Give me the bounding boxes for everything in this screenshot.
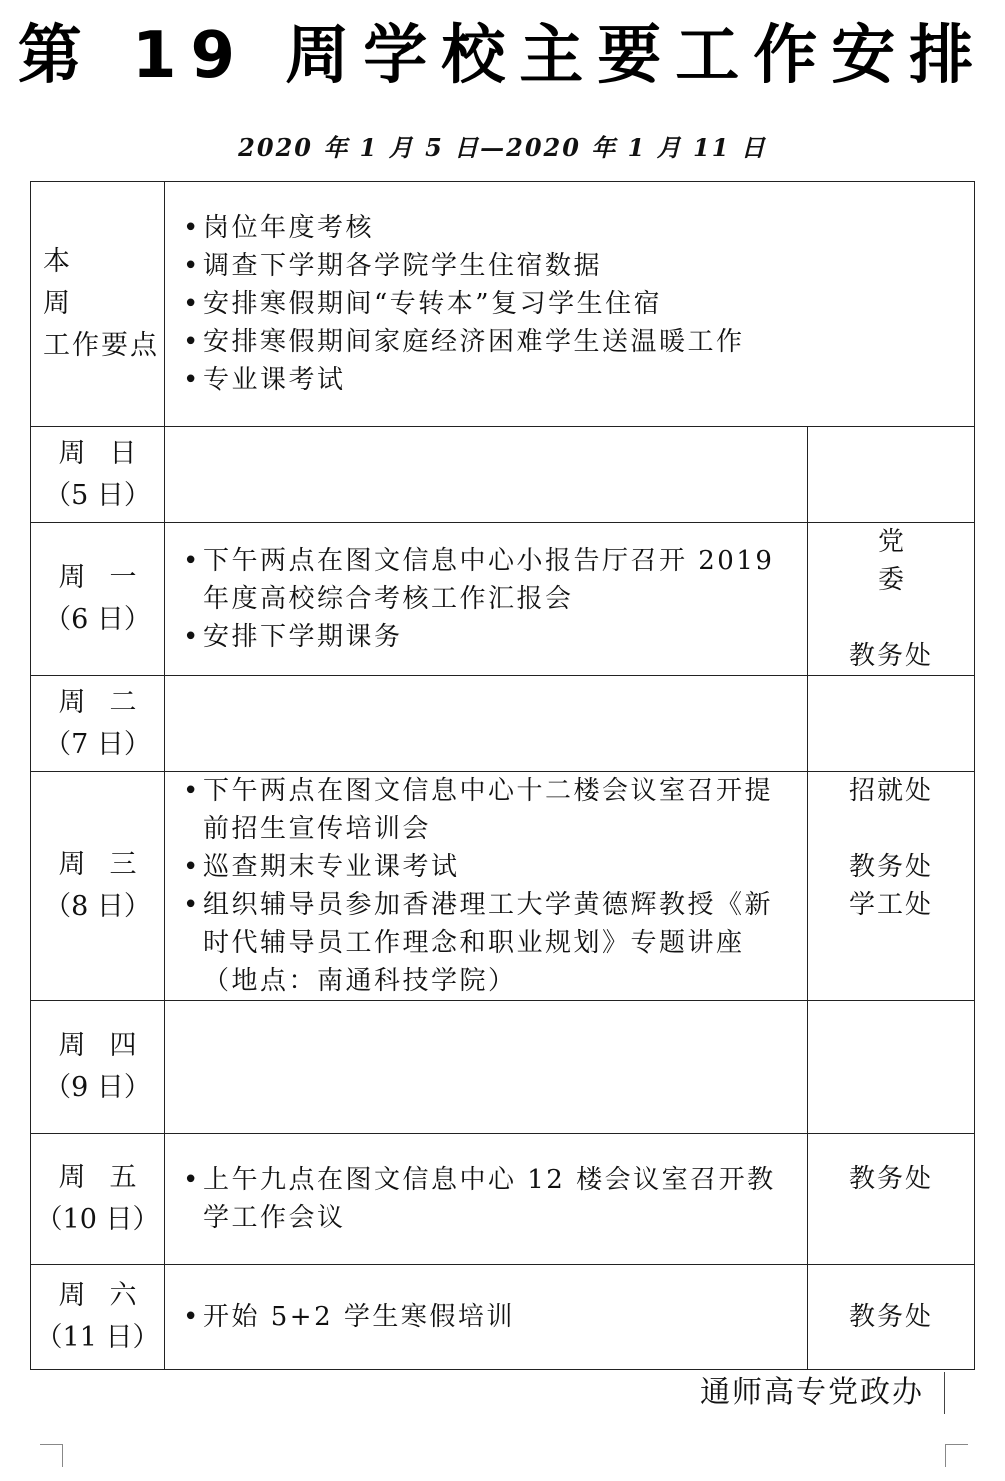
department-label: 党委 <box>878 527 945 595</box>
list-item: • 安排下学期课务 <box>181 618 799 656</box>
day-items <box>165 1298 807 1336</box>
list-item: • 上午九点在图文信息中心 12 楼会议室召开教学工作会议 <box>181 1161 799 1237</box>
day-date: （11 日） <box>35 1322 160 1353</box>
page-corner-mark <box>945 1444 968 1467</box>
department-cell <box>808 1134 975 1265</box>
week-key-points-list <box>165 209 974 399</box>
table-row <box>31 1265 975 1370</box>
day-items <box>165 1161 807 1237</box>
day-items <box>165 542 807 656</box>
department-label: 教务处 <box>849 1302 934 1332</box>
content-cell <box>165 1001 808 1134</box>
day-date: （6 日） <box>44 604 151 635</box>
day-date: （7 日） <box>44 728 151 760</box>
day-name: 周一 <box>58 562 161 593</box>
day-date: （5 日） <box>44 479 151 511</box>
list-item: • 安排寒假期间家庭经济困难学生送温暖工作 <box>181 323 966 361</box>
content-cell <box>165 523 808 676</box>
table-row <box>31 427 975 523</box>
content-cell <box>165 427 808 523</box>
department-cell <box>808 676 975 772</box>
day-cell <box>31 1265 165 1370</box>
day-name: 周日 <box>58 437 161 469</box>
week-key-points-label-line1: 本周 <box>43 246 122 319</box>
list-item: • 下午两点在图文信息中心小报告厅召开 2019 年度高校综合考核工作汇报会 <box>181 542 799 618</box>
day-cell <box>31 1001 165 1134</box>
day-name: 周四 <box>58 1030 161 1061</box>
day-cell <box>31 523 165 676</box>
list-item: • 巡查期末专业课考试 <box>181 848 799 886</box>
department-label: 招就处 <box>849 776 934 806</box>
list-item: • 安排寒假期间“专转本”复习学生住宿 <box>181 285 966 323</box>
text-cursor <box>944 1372 945 1414</box>
content-cell <box>165 772 808 1001</box>
week-key-points-cell <box>165 182 975 427</box>
day-name: 周六 <box>58 1280 161 1311</box>
day-date: （10 日） <box>35 1204 160 1235</box>
page-corner-mark <box>40 1444 63 1467</box>
week-key-points-row <box>31 182 975 427</box>
page-title: 第 19 周学校主要工作安排 <box>17 19 988 93</box>
day-name: 周三 <box>58 849 161 880</box>
day-cell <box>31 1134 165 1265</box>
day-cell <box>31 772 165 1001</box>
day-name: 周五 <box>58 1162 161 1193</box>
day-cell <box>31 427 165 523</box>
department-label: 教务处 <box>849 641 934 671</box>
table-row <box>31 772 975 1001</box>
day-cell <box>31 676 165 772</box>
week-key-points-label-line2: 工作要点 <box>43 330 159 361</box>
department-label: 教务处 <box>849 1164 934 1194</box>
list-item: • 下午两点在图文信息中心十二楼会议室召开提前招生宣传培训会 <box>181 772 799 848</box>
table-row <box>31 1001 975 1134</box>
table-row <box>31 1134 975 1265</box>
day-date: （9 日） <box>44 1072 151 1103</box>
department-cell <box>808 1001 975 1134</box>
department-label: 教务处 <box>849 852 934 882</box>
content-cell <box>165 1134 808 1265</box>
date-range: 2020 年 1 月 5 日—2020 年 1 月 11 日 <box>238 133 767 162</box>
list-item: • 专业课考试 <box>181 361 966 399</box>
department-cell <box>808 427 975 523</box>
signature: 通师高专党政办 <box>700 1375 924 1410</box>
day-name: 周二 <box>58 686 161 718</box>
department-cell <box>808 772 975 1001</box>
list-item: • 岗位年度考核 <box>181 209 966 247</box>
list-item: • 开始 5+2 学生寒假培训 <box>181 1298 799 1336</box>
list-item: • 组织辅导员参加香港理工大学黄德辉教授《新时代辅导员工作理念和职业规划》专题讲座（地点：南通科技学院） <box>181 886 799 1000</box>
content-cell <box>165 676 808 772</box>
department-cell <box>808 1265 975 1370</box>
department-cell <box>808 523 975 676</box>
department-label: 学工处 <box>849 890 934 920</box>
day-items <box>165 772 807 1000</box>
list-item: • 调查下学期各学院学生住宿数据 <box>181 247 966 285</box>
table-row <box>31 676 975 772</box>
table-row <box>31 523 975 676</box>
day-date: （8 日） <box>44 891 151 922</box>
week-key-points-label-cell <box>31 182 165 427</box>
schedule-table <box>30 181 975 1370</box>
content-cell <box>165 1265 808 1370</box>
